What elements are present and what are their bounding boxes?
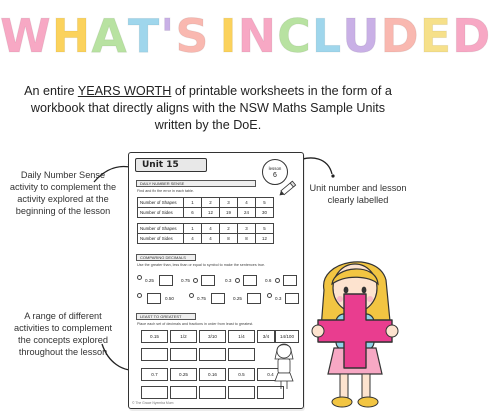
table-cell: 3 (220, 198, 238, 208)
table-cell: 12 (202, 208, 220, 218)
answer-box (141, 386, 168, 399)
table-row (138, 234, 274, 244)
worksheet-girl-illustration (269, 341, 299, 393)
compare-value: 0.3 (275, 296, 282, 301)
fraction-box: 0.16 (199, 368, 226, 381)
page-title (0, 8, 491, 64)
intro-paragraph (20, 83, 396, 134)
unit-pill: Unit 15 (135, 158, 207, 172)
bullet-dot (193, 278, 198, 283)
answer-box (199, 348, 226, 361)
compare-value: 0.75 (197, 296, 206, 301)
title-letter: U (342, 9, 381, 63)
title-letter: C (277, 9, 312, 63)
table-cell: Number of Sides (138, 208, 184, 218)
table-cell: 5 (256, 198, 274, 208)
compare-item (233, 293, 263, 307)
section-comparing-decimals: COMPARING DECIMALS (136, 254, 196, 261)
title-letter: W (0, 9, 52, 63)
table-cell: 3 (238, 224, 256, 234)
fraction-box: 0.5 (228, 368, 255, 381)
table-cell: 5 (256, 224, 274, 234)
fraction-box: 14/100 (275, 330, 299, 343)
answer-box (247, 293, 261, 304)
copyright-text: © The Grace Nyemba Mum (132, 401, 174, 405)
answer-box (141, 348, 168, 361)
compare-value: 0.6 (265, 278, 272, 283)
section1-instructions: Find and fix the error in each table. (137, 189, 194, 193)
table-cell: Number of Sides (138, 234, 184, 244)
note-unit-label: Unit number and lesson clearly labelled (309, 183, 407, 205)
table-shapes-1 (137, 197, 274, 218)
girl-with-plus-illustration (300, 250, 416, 416)
title-letter: E (419, 9, 453, 63)
fraction-box: 0.15 (141, 330, 168, 343)
compare-item (137, 293, 187, 307)
bullet-dot (137, 293, 142, 298)
answer-box (228, 386, 255, 399)
table-cell: 2 (202, 198, 220, 208)
table-cell: 4 (202, 234, 220, 244)
title-letter: L (311, 9, 343, 63)
title-letter: D (452, 9, 491, 63)
table-cell: 24 (238, 208, 256, 218)
bullet-dot (137, 275, 142, 280)
table-cell: 1 (184, 198, 202, 208)
table-cell: 30 (256, 208, 274, 218)
answer-box (201, 275, 215, 286)
table-cell: 4 (184, 234, 202, 244)
section3-instructions: Place each set of decimals and fractions in order from least to greatest. (137, 322, 254, 326)
section2-instructions: Use the greater than, less than or equal to symbol to make the sentences true. (137, 263, 266, 267)
answer-box (285, 293, 299, 304)
title-letter: I (219, 9, 238, 63)
title-letter: A (91, 9, 128, 63)
section-least-to-greatest: LEAST TO GREATEST (136, 313, 196, 320)
note-activities: A range of different activities to complement the concepts explored throughout the lesson (13, 311, 113, 357)
table-cell: Number of Shapes (138, 224, 184, 234)
compare-item (263, 275, 303, 289)
intro-part2: of printable worksheets in the form of a workbook that directly aligns with the NSW Maths Sample Units written by the DoE. (30, 84, 392, 132)
table-row (138, 208, 274, 218)
answer-box (199, 386, 226, 399)
section-daily-number-sense: DAILY NUMBER SENSE (136, 180, 256, 187)
worksheet-preview (128, 152, 304, 409)
table-cell: 8 (238, 234, 256, 244)
table-cell: 4 (238, 198, 256, 208)
table-cell: 19 (220, 208, 238, 218)
answer-box (228, 348, 255, 361)
bullet-dot (275, 278, 280, 283)
fraction-box: 0.7 (141, 368, 168, 381)
answer-box (170, 348, 197, 361)
compare-value: 0.25 (233, 296, 242, 301)
bullet-dot (235, 278, 240, 283)
title-letter: H (51, 9, 92, 63)
answer-box (170, 386, 197, 399)
answer-box (159, 275, 173, 286)
intro-part1: An entire (24, 84, 78, 98)
bullet-dot (189, 293, 194, 298)
lesson-word: lesson (268, 166, 282, 171)
title-letter: T (127, 9, 161, 63)
compare-item (267, 293, 297, 307)
fraction-box: 1/4 (228, 330, 255, 343)
fraction-box: 3/4 (257, 330, 275, 343)
fraction-box: 0.4 (257, 368, 284, 381)
compare-item (179, 275, 232, 289)
answer-box (283, 275, 297, 286)
table-row (138, 224, 274, 234)
compare-value: 0.3 (225, 278, 232, 283)
fraction-box: 3/10 (199, 330, 226, 343)
bullet-dot (267, 293, 272, 298)
fraction-box: 1/2 (170, 330, 197, 343)
pencil-icon (279, 179, 299, 197)
table-cell: Number of Shapes (138, 198, 184, 208)
intro-underlined: YEARS WORTH (77, 84, 172, 98)
answer-box (211, 293, 225, 304)
compare-value: 0.25 (145, 278, 154, 283)
answer-box (147, 293, 161, 304)
table-cell: 6 (184, 208, 202, 218)
title-letter: D (380, 9, 420, 63)
table-shapes-2 (137, 223, 274, 244)
title-letter: N (237, 9, 278, 63)
lesson-number: 6 (273, 172, 277, 179)
compare-value: 0.75 (181, 278, 190, 283)
title-letter: ' (160, 9, 176, 63)
compare-item (189, 293, 229, 307)
title-letter (209, 8, 219, 64)
table-cell: 12 (256, 234, 274, 244)
note-number-sense: Daily Number Sense activity to complement the activity explored at the beginning of the lesson (9, 170, 117, 216)
table-cell: 8 (220, 234, 238, 244)
table-cell: 1 (184, 224, 202, 234)
table-cell: 2 (220, 224, 238, 234)
compare-value: 0.50 (165, 296, 174, 301)
table-row (138, 198, 274, 208)
table-cell: 4 (202, 224, 220, 234)
fraction-box: 0.25 (170, 368, 197, 381)
title-letter: S (175, 9, 210, 63)
answer-box (243, 275, 257, 286)
